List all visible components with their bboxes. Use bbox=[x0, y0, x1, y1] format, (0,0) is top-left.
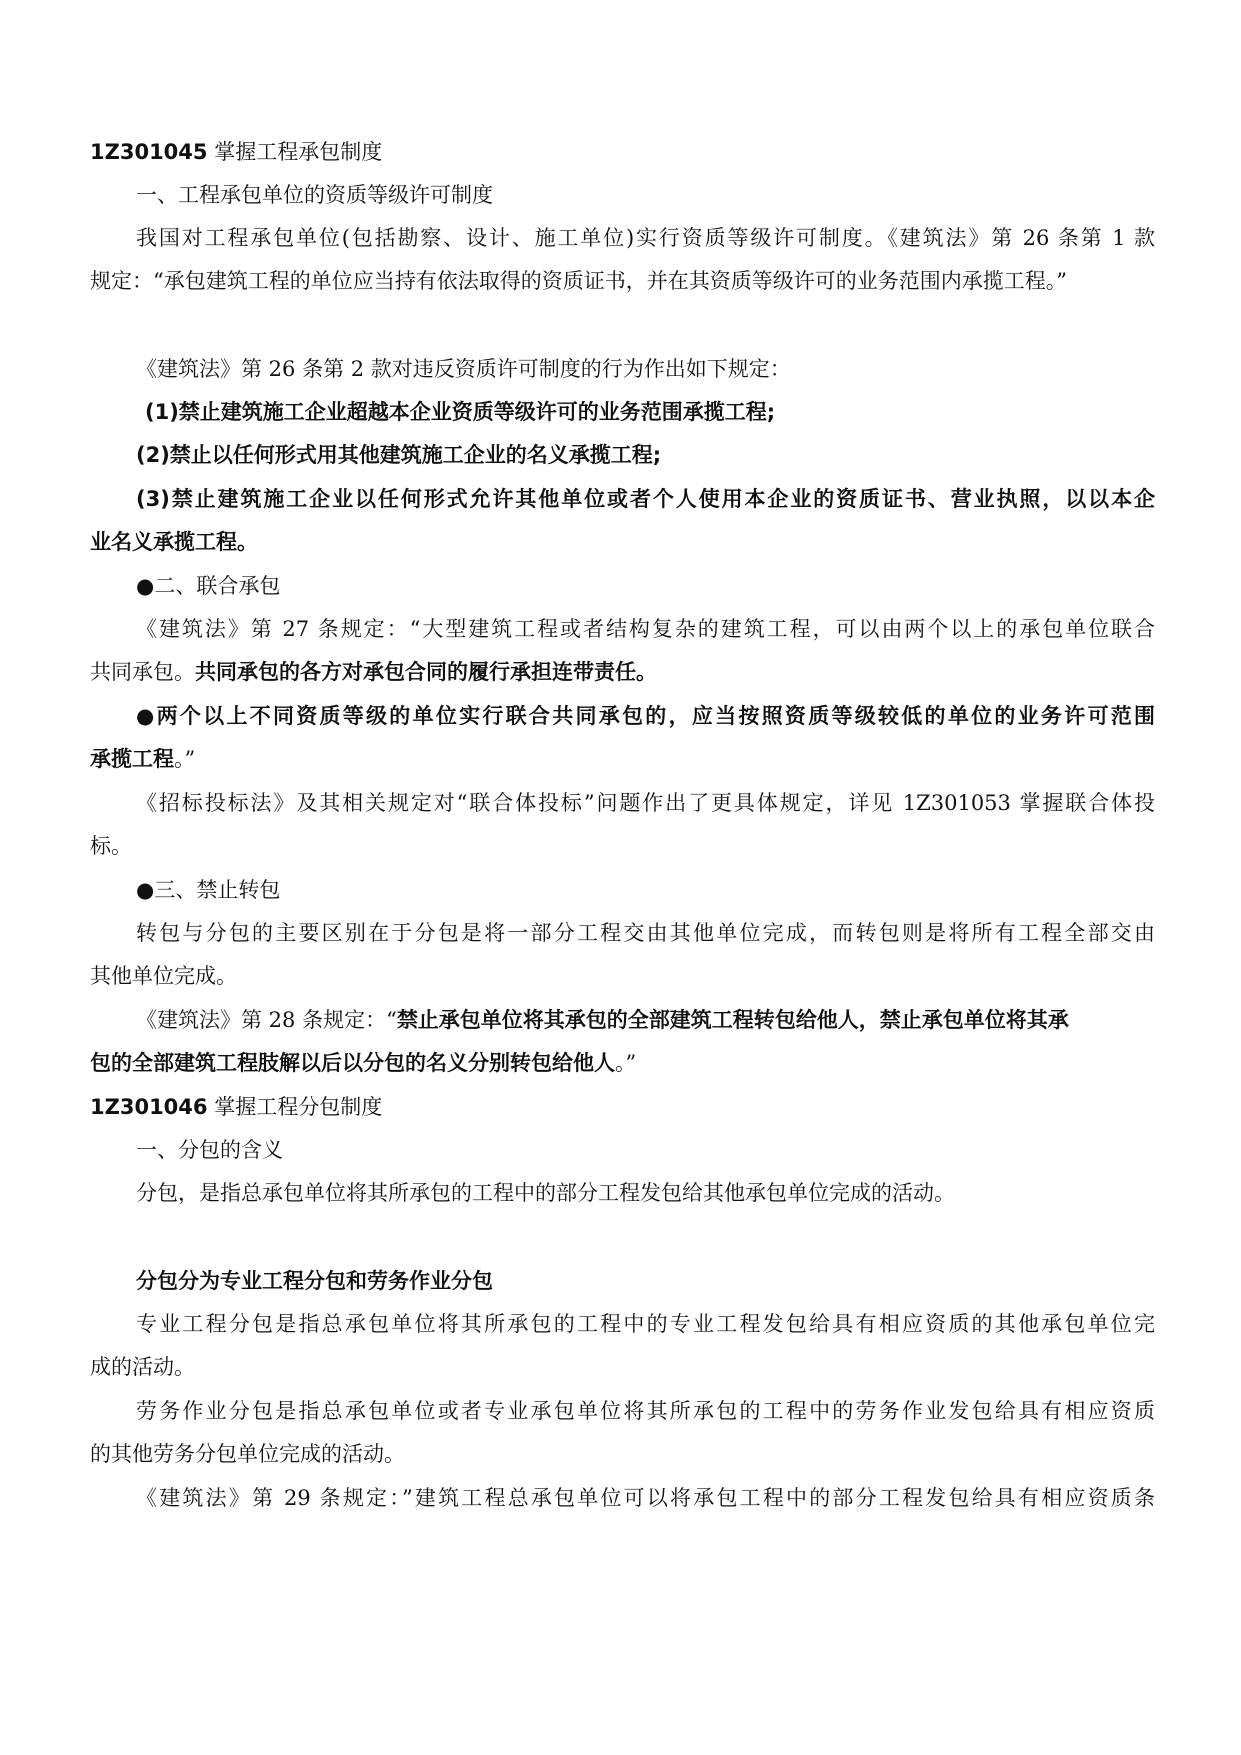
section-title: 掌握工程分包制度 bbox=[214, 1095, 383, 1119]
paragraph-line bbox=[90, 657, 1155, 687]
paragraph-line: 我国对工程承包单位(包括勘察、设计、施工单位)实行资质等级许可制度。《建筑法》第 26 条第 1 款 bbox=[136, 226, 1155, 250]
bold-text-run: 共同承包的各方对承包合同的履行承担连带责任。 bbox=[195, 660, 657, 684]
rule-item-2: (2)禁止以任何形式用其他建筑施工企业的名义承揽工程; bbox=[136, 443, 662, 467]
bold-text-run: 禁止承包单位将其承包的全部建筑工程转包给他人，禁止承包单位将其承 bbox=[396, 1008, 1069, 1032]
section-heading-1z301046 bbox=[90, 1092, 1155, 1122]
text-run: 。” bbox=[615, 1051, 637, 1075]
paragraph-line bbox=[90, 1048, 1155, 1078]
paragraph-line: 《建筑法》第 29 条规定：”建筑工程总承包单位可以将承包工程中的部分工程发包给具有相应资质条 bbox=[136, 1486, 1155, 1510]
paragraph-line: 《建筑法》第 27 条规定：“大型建筑工程或者结构复杂的建筑工程，可以由两个以上的承包单位联合 bbox=[136, 617, 1155, 641]
subsection-heading: ●二、联合承包 bbox=[136, 574, 281, 598]
rule-item-3-cont: 业名义承揽工程。 bbox=[90, 530, 258, 554]
paragraph-line: 《建筑法》第 26 条第 2 款对违反资质许可制度的行为作出如下规定： bbox=[136, 357, 791, 381]
text-run: 《建筑法》第 28 条规定：“ bbox=[136, 1008, 397, 1032]
bold-subheading: 分包分为专业工程分包和劳务作业分包 bbox=[136, 1269, 493, 1293]
paragraph-line: 其他单位完成。 bbox=[90, 964, 237, 988]
bold-text-run: 承揽工程 bbox=[90, 747, 174, 771]
rule-item-1: (1)禁止建筑施工企业超越本企业资质等级许可的业务范围承揽工程; bbox=[145, 400, 776, 424]
paragraph-line: 分包，是指总承包单位将其所承包的工程中的部分工程发包给其他承包单位完成的活动。 bbox=[136, 1181, 955, 1205]
section-code: 1Z301046 bbox=[90, 1095, 208, 1119]
rule-item-3: (3)禁止建筑施工企业以任何形式允许其他单位或者个人使用本企业的资质证书、营业执照，以以本企 bbox=[136, 487, 1155, 511]
text-run: 。” bbox=[174, 747, 196, 771]
paragraph-line: 转包与分包的主要区别在于分包是将一部分工程交由其他单位完成，而转包则是将所有工程全部交由 bbox=[136, 921, 1155, 945]
paragraph-line: 劳务作业分包是指总承包单位或者专业承包单位将其所承包的工程中的劳务作业发包给具有相应资质 bbox=[136, 1399, 1155, 1423]
paragraph-line bbox=[136, 1005, 1155, 1035]
text-run: 共同承包。 bbox=[90, 660, 195, 684]
paragraph-line: ●两个以上不同资质等级的单位实行联合共同承包的，应当按照资质等级较低的单位的业务许可范围 bbox=[136, 704, 1155, 728]
section-title: 掌握工程承包制度 bbox=[214, 140, 383, 164]
subsection-heading: 一、分包的含义 bbox=[136, 1138, 283, 1162]
subsection-heading: ●三、禁止转包 bbox=[136, 878, 281, 902]
paragraph-line: 专业工程分包是指总承包单位将其所承包的工程中的专业工程发包给具有相应资质的其他承包单位完 bbox=[136, 1312, 1155, 1336]
paragraph-line bbox=[90, 744, 1155, 774]
section-code: 1Z301045 bbox=[90, 140, 208, 164]
paragraph-line: 成的活动。 bbox=[90, 1355, 195, 1379]
paragraph-line: 《招标投标法》及其相关规定对“联合体投标”问题作出了更具体规定，详见 1Z301053 掌握联合体投 bbox=[136, 791, 1155, 815]
bold-text-run: 包的全部建筑工程肢解以后以分包的名义分别转包给他人 bbox=[90, 1051, 615, 1075]
subsection-heading: 一、工程承包单位的资质等级许可制度 bbox=[136, 183, 493, 207]
section-heading-1z301045 bbox=[90, 137, 1155, 167]
paragraph-line: 的其他劳务分包单位完成的活动。 bbox=[90, 1442, 405, 1466]
paragraph-line: 标。 bbox=[90, 834, 132, 858]
paragraph-line: 规定：“承包建筑工程的单位应当持有依法取得的资质证书，并在其资质等级许可的业务范围内承揽工程。” bbox=[90, 269, 1067, 293]
